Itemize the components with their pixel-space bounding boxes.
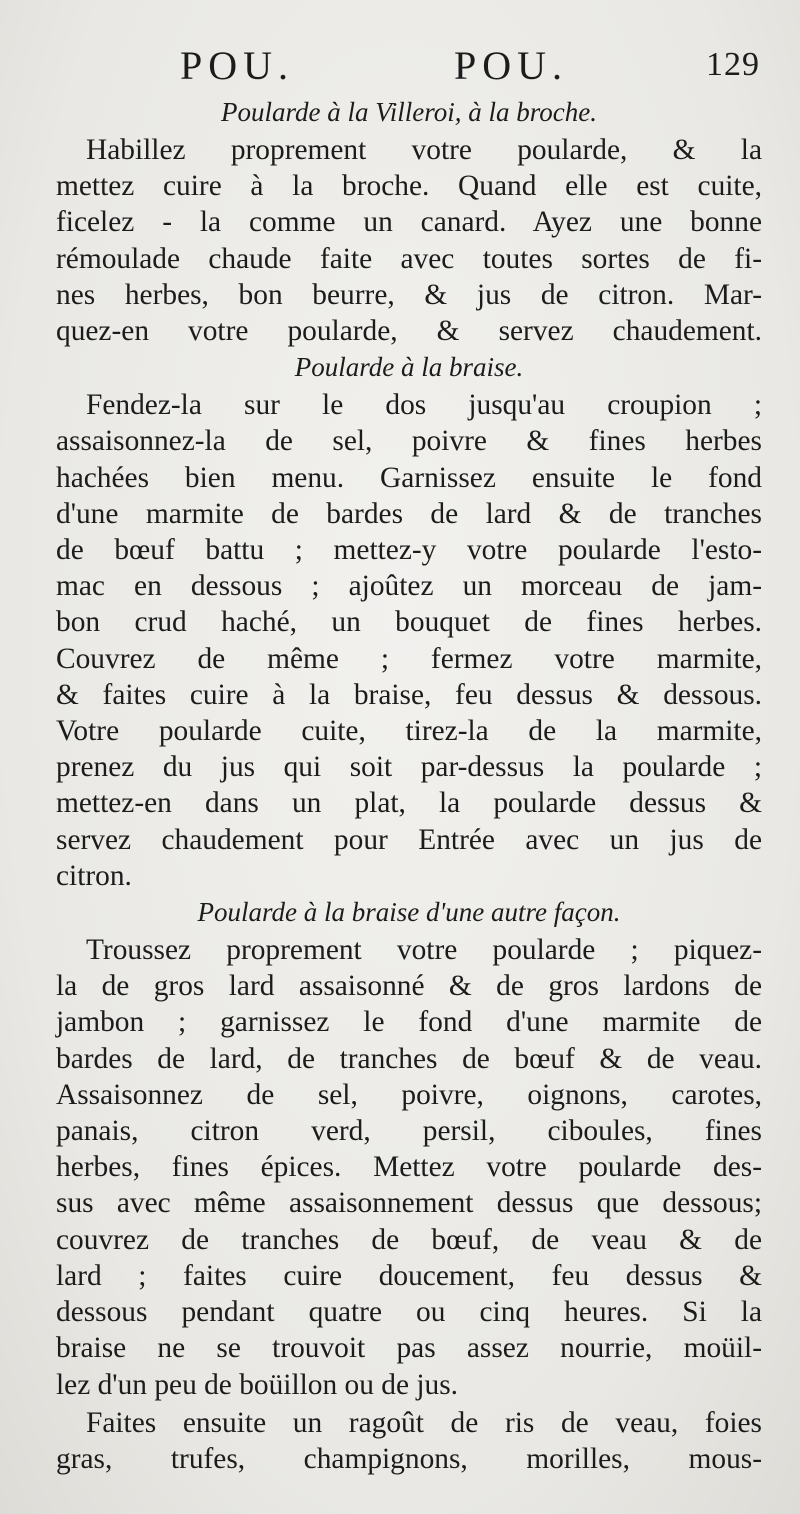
text-line: Couvrez de même ; fermez votre marmite, [56,642,762,675]
running-head [56,42,762,96]
text-line: mettez-en dans un plat, la poularde dessus & [56,787,762,820]
text-line: rémoulade chaude faite avec toutes sortes de fi- [56,242,762,275]
text-line: d'une marmite de bardes de lard & de tranches [56,497,762,530]
text-line: gras, trufes, champignons, morilles, mous- [56,1442,762,1475]
page-number: 129 [706,46,760,83]
text-line: herbes, fines épices. Mettez votre poularde des- [56,1151,762,1184]
text-line: de bœuf battu ; mettez-y votre poularde l'esto- [56,534,762,567]
text-line: lard ; faites cuire doucement, feu dessus & [56,1259,762,1292]
text-line: Troussez proprement votre poularde ; piquez- [86,934,762,967]
text-line: servez chaudement pour Entrée avec un jus de [56,823,762,856]
text-line: & faites cuire à la braise, feu dessus & dessous. [56,678,762,711]
text-line: braise ne se trouvoit pas assez nourrie, moüil- [56,1332,762,1365]
text-line: mettez cuire à la broche. Quand elle est cuite, [56,170,762,203]
text-line: bon crud haché, un bouquet de fines herbes. [56,606,762,639]
text-line: panais, citron verd, persil, ciboules, fines [56,1115,762,1148]
section-title-braise: Poularde à la braise. [294,352,524,383]
text-line: prenez du jus qui soit par-dessus la poularde ; [56,751,762,784]
text-line: quez-en votre poularde, & servez chaudement. [56,315,762,348]
running-head-right: POU. [454,43,569,88]
text-line: la de gros lard assaisonné & de gros lardons de [56,970,762,1003]
text-line: Faites ensuite un ragoût de ris de veau, foies [86,1406,762,1439]
text-line: mac en dessous ; ajoûtez un morceau de jam- [56,570,762,603]
text-line: nes herbes, bon beurre, & jus de citron. Mar- [56,278,762,311]
text-line: Habillez proprement votre poularde, & la [86,134,762,166]
text-line: Votre poularde cuite, tirez-la de la marmite, [56,715,762,748]
text-line: hachées bien menu. Garnissez ensuite le fond [56,461,762,494]
text-line: assaisonnez-la de sel, poivre & fines herbes [56,425,762,458]
text-line: jambon ; garnissez le fond d'une marmite de [56,1006,762,1039]
paragraph-ragout [56,1405,762,1477]
text-line: lez d'un peu de boüillon ou de jus. [56,1368,458,1401]
section-title-villeroi: Poularde à la Villeroi, à la broche. [221,97,597,127]
text-line: sus avec même assaisonnement dessus que dessous; [56,1187,762,1220]
paragraph-braise [56,387,762,894]
text-line: dessous pendant quatre ou cinq heures. Si la [56,1296,762,1329]
text-line: ficelez - la comme un canard. Ayez une bonne [56,206,762,239]
text-line: Fendez-la sur le dos jusqu'au croupion ; [86,389,762,422]
text-line: Assaisonnez de sel, poivre, oignons, carotes, [56,1078,762,1111]
section-title-braise-autre: Poularde à la braise d'une autre façon. [197,897,621,928]
paragraph-braise-autre [56,932,762,1403]
text-line: couvrez de tranches de bœuf, de veau & de [56,1223,762,1256]
text-line: citron. [56,859,132,892]
text-line: bardes de lard, de tranches de bœuf & de veau. [56,1042,762,1075]
running-head-left: POU. [180,43,295,88]
paragraph-villeroi [56,132,762,349]
